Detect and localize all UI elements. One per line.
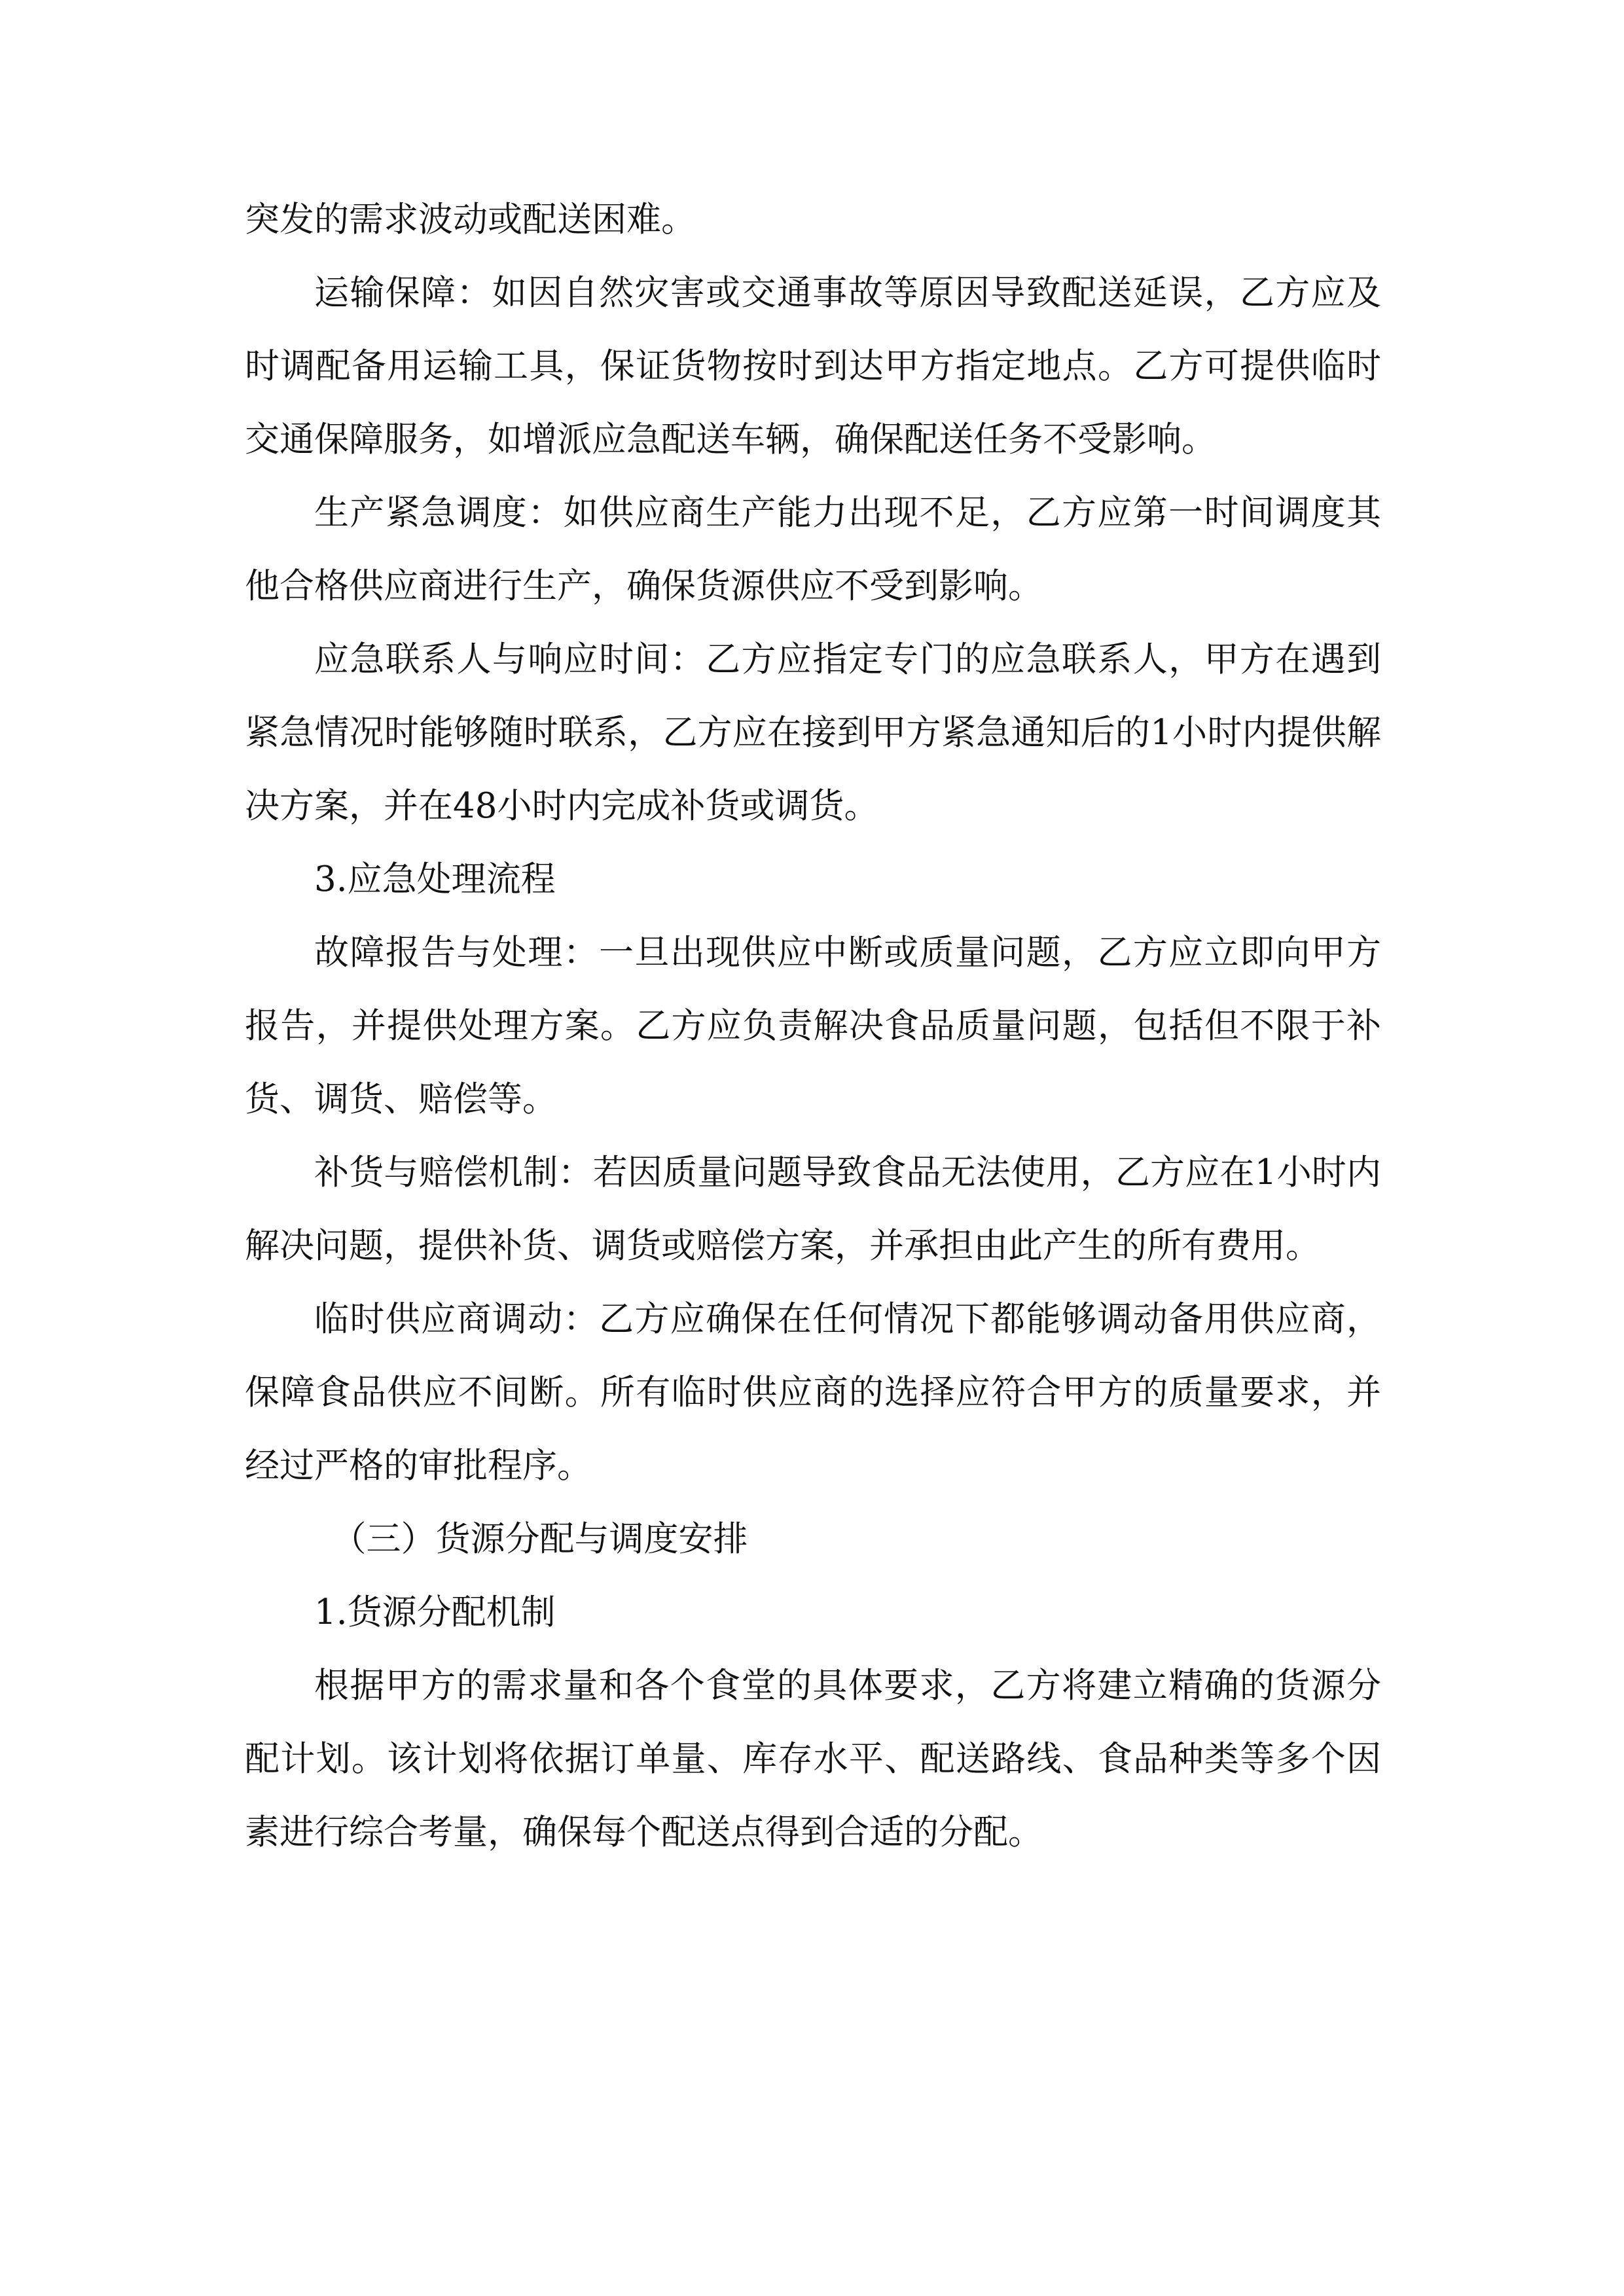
- paragraph-continuation: 突发的需求波动或配送困难。: [245, 200, 696, 240]
- section-heading-allocation: （三）货源分配与调度安排: [331, 1519, 748, 1559]
- heading-allocation-mechanism: 1.货源分配机制: [314, 1592, 556, 1632]
- document-body: [245, 183, 1381, 1869]
- paragraph-emergency-contact: 应急联系人与响应时间：乙方应指定专门的应急联系人，甲方在遇到紧急情况时能够随时联系，乙方应在接到甲方紧急通知后的1小时内提供解决方案，并在48小时内完成补货或调货。: [245, 639, 1381, 826]
- paragraph-restock-compensation: 补货与赔偿机制：若因质量问题导致食品无法使用，乙方应在1小时内解决问题，提供补货、调货或赔偿方案，并承担由此产生的所有费用。: [245, 1153, 1381, 1266]
- paragraph-temporary-supplier: 临时供应商调动：乙方应确保在任何情况下都能够调动备用供应商，保障食品供应不间断。所有临时供应商的选择应符合甲方的质量要求，并经过严格的审批程序。: [245, 1299, 1381, 1486]
- paragraph-transport-guarantee: 运输保障：如因自然灾害或交通事故等原因导致配送延误，乙方应及时调配备用运输工具，保证货物按时到达甲方指定地点。乙方可提供临时交通保障服务，如增派应急配送车辆，确保配送任务不受影响。: [245, 273, 1381, 459]
- heading-emergency-process: 3.应急处理流程: [314, 859, 556, 899]
- paragraph-fault-report: 故障报告与处理：一旦出现供应中断或质量问题，乙方应立即向甲方报告，并提供处理方案。乙方应负责解决食品质量问题，包括但不限于补货、调货、赔偿等。: [245, 933, 1381, 1119]
- paragraph-production-dispatch: 生产紧急调度：如供应商生产能力出现不足，乙方应第一时间调度其他合格供应商进行生产，确保货源供应不受到影响。: [245, 493, 1381, 606]
- paragraph-allocation-plan: 根据甲方的需求量和各个食堂的具体要求，乙方将建立精确的货源分配计划。该计划将依据订单量、库存水平、配送路线、食品种类等多个因素进行综合考量，确保每个配送点得到合适的分配。: [245, 1666, 1381, 1852]
